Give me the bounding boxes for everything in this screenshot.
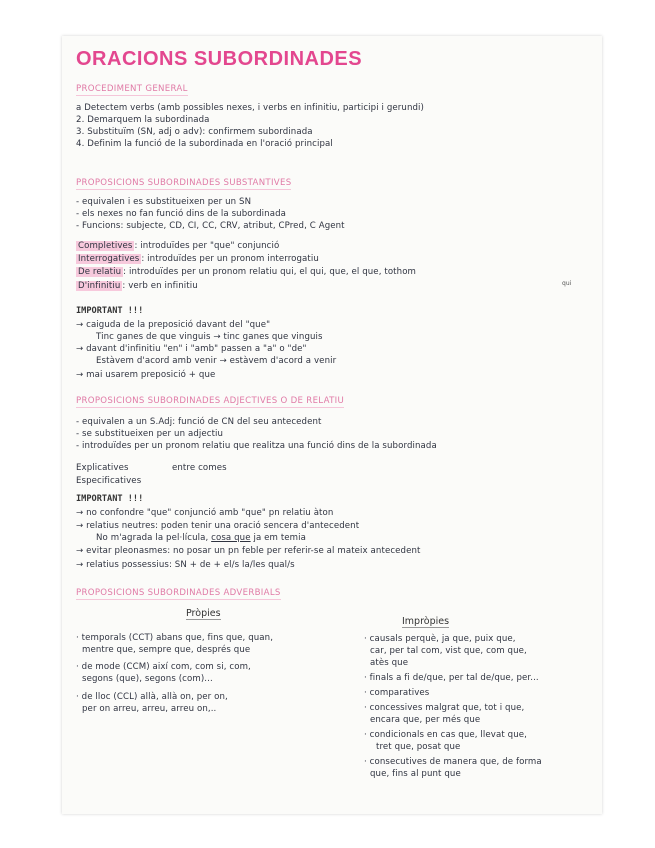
- notes-page: [62, 36, 602, 814]
- list-item: - introduïdes per un pronom relatiu que realitza una funció dins de la subordinada: [76, 441, 437, 451]
- type-description: : introduïdes per "que" conjunció: [134, 241, 280, 251]
- type-infinitiu: [76, 281, 198, 292]
- important-example: [96, 533, 306, 544]
- important-item: → relatius possessius: SN + de + el/s la/les qual/s: [76, 560, 295, 570]
- impropies-item: · comparatives: [364, 688, 430, 698]
- type-name: D'infinitiu: [78, 281, 121, 291]
- impropies-item: · finals a fi de/que, per tal de/que, per...: [364, 673, 539, 683]
- impropies-item: · condicionals en cas que, llevat que,: [364, 730, 527, 740]
- section-heading-adverbials: PROPOSICIONS SUBORDINADES ADVERBIALS: [76, 588, 281, 598]
- impropies-item: · consecutives de manera que, de forma: [364, 757, 542, 767]
- list-item: - Funcions: subjecte, CD, CI, CC, CRV, atribut, CPred, C Agent: [76, 221, 345, 231]
- type-name: Completives: [78, 241, 133, 251]
- important-item: → relatius neutres: poden tenir una oració sencera d'antecedent: [76, 521, 360, 531]
- propies-item: per on arreu, arreu, arreu on,..: [82, 704, 217, 714]
- example-underlined: cosa que: [211, 533, 251, 543]
- type-relatiu: [76, 267, 416, 278]
- propies-item: · temporals (CCT) abans que, fins que, quan,: [76, 633, 274, 643]
- impropies-item: que, fins al punt que: [370, 769, 461, 779]
- important-example: Estàvem d'acord amb venir → estàvem d'acord a venir: [96, 356, 337, 366]
- important-label: IMPORTANT !!!: [76, 494, 144, 504]
- propies-item: mentre que, sempre que, després que: [82, 645, 251, 655]
- type-description: : verb en infinitiu: [122, 281, 198, 291]
- type-name: Interrogatives: [78, 254, 140, 264]
- propies-item: · de mode (CCM) així com, com si, com,: [76, 662, 251, 672]
- propies-item: · de lloc (CCL) allà, allà on, per on,: [76, 692, 228, 702]
- important-item: → no confondre "que" conjunció amb "que" pn relatiu àton: [76, 508, 334, 518]
- kind-explicatives: Explicatives: [76, 463, 129, 473]
- list-item: - se substitueixen per un adjectiu: [76, 429, 224, 439]
- example-part: ja em temia: [253, 533, 307, 543]
- impropies-item: atès que: [370, 658, 409, 668]
- column-head-propies: Pròpies: [186, 608, 221, 619]
- impropies-item: · concessives malgrat que, tot i que,: [364, 703, 525, 713]
- type-completives: [76, 241, 279, 252]
- list-item: - equivalen i es substitueixen per un SN: [76, 197, 252, 207]
- type-note: qui: [562, 280, 572, 287]
- kind-especificatives: Especificatives: [76, 476, 142, 486]
- section-heading-adjectives: PROPOSICIONS SUBORDINADES ADJECTIVES O DE RELATIU: [76, 396, 345, 406]
- type-description: : introduïdes per un pronom relatiu qui, el qui, que, el que, tothom: [123, 267, 417, 277]
- procedure-step: 4. Definim la funció de la subordinada en l'oració principal: [76, 139, 333, 149]
- procedure-step: 2. Demarquem la subordinada: [76, 115, 210, 125]
- type-interrogatives: [76, 254, 319, 265]
- propies-item: segons (que), segons (com)...: [82, 674, 213, 684]
- important-item: → evitar pleonasmes: no posar un pn feble per referir-se al mateix antecedent: [76, 546, 421, 556]
- type-name: De relatiu: [78, 267, 122, 277]
- impropies-item: encara que, per més que: [370, 715, 481, 725]
- important-item: → mai usarem preposició + que: [76, 370, 216, 380]
- procedure-step: a Detectem verbs (amb possibles nexes, i verbs en infinitiu, participi i gerundi): [76, 103, 425, 113]
- impropies-item: car, per tal com, vist que, com que,: [370, 646, 527, 656]
- procedure-step: 3. Substituïm (SN, adj o adv): confirmem subordinada: [76, 127, 313, 137]
- section-heading-procediment: PROCEDIMENT GENERAL: [76, 84, 188, 94]
- important-label: IMPORTANT !!!: [76, 306, 144, 316]
- column-head-impropies: Impròpies: [402, 616, 450, 627]
- example-part: No m'agrada la pel·lícula,: [96, 533, 209, 543]
- list-item: - equivalen a un S.Adj: funció de CN del seu antecedent: [76, 417, 322, 427]
- important-item: → davant d'infinitiu "en" i "amb" passen a "a" o "de": [76, 344, 307, 354]
- kind-note: entre comes: [172, 463, 227, 473]
- important-item: → caiguda de la preposició davant del "que": [76, 320, 271, 330]
- impropies-item: tret que, posat que: [376, 742, 461, 752]
- section-heading-substantives: PROPOSICIONS SUBORDINADES SUBSTANTIVES: [76, 178, 292, 188]
- type-description: : introduïdes per un pronom interrogatiu: [141, 254, 319, 264]
- list-item: - els nexes no fan funció dins de la subordinada: [76, 209, 286, 219]
- impropies-item: · causals perquè, ja que, puix que,: [364, 634, 516, 644]
- page-title: ORACIONS SUBORDINADES: [76, 48, 363, 70]
- important-example: Tinc ganes de que vinguis → tinc ganes que vinguis: [96, 332, 323, 342]
